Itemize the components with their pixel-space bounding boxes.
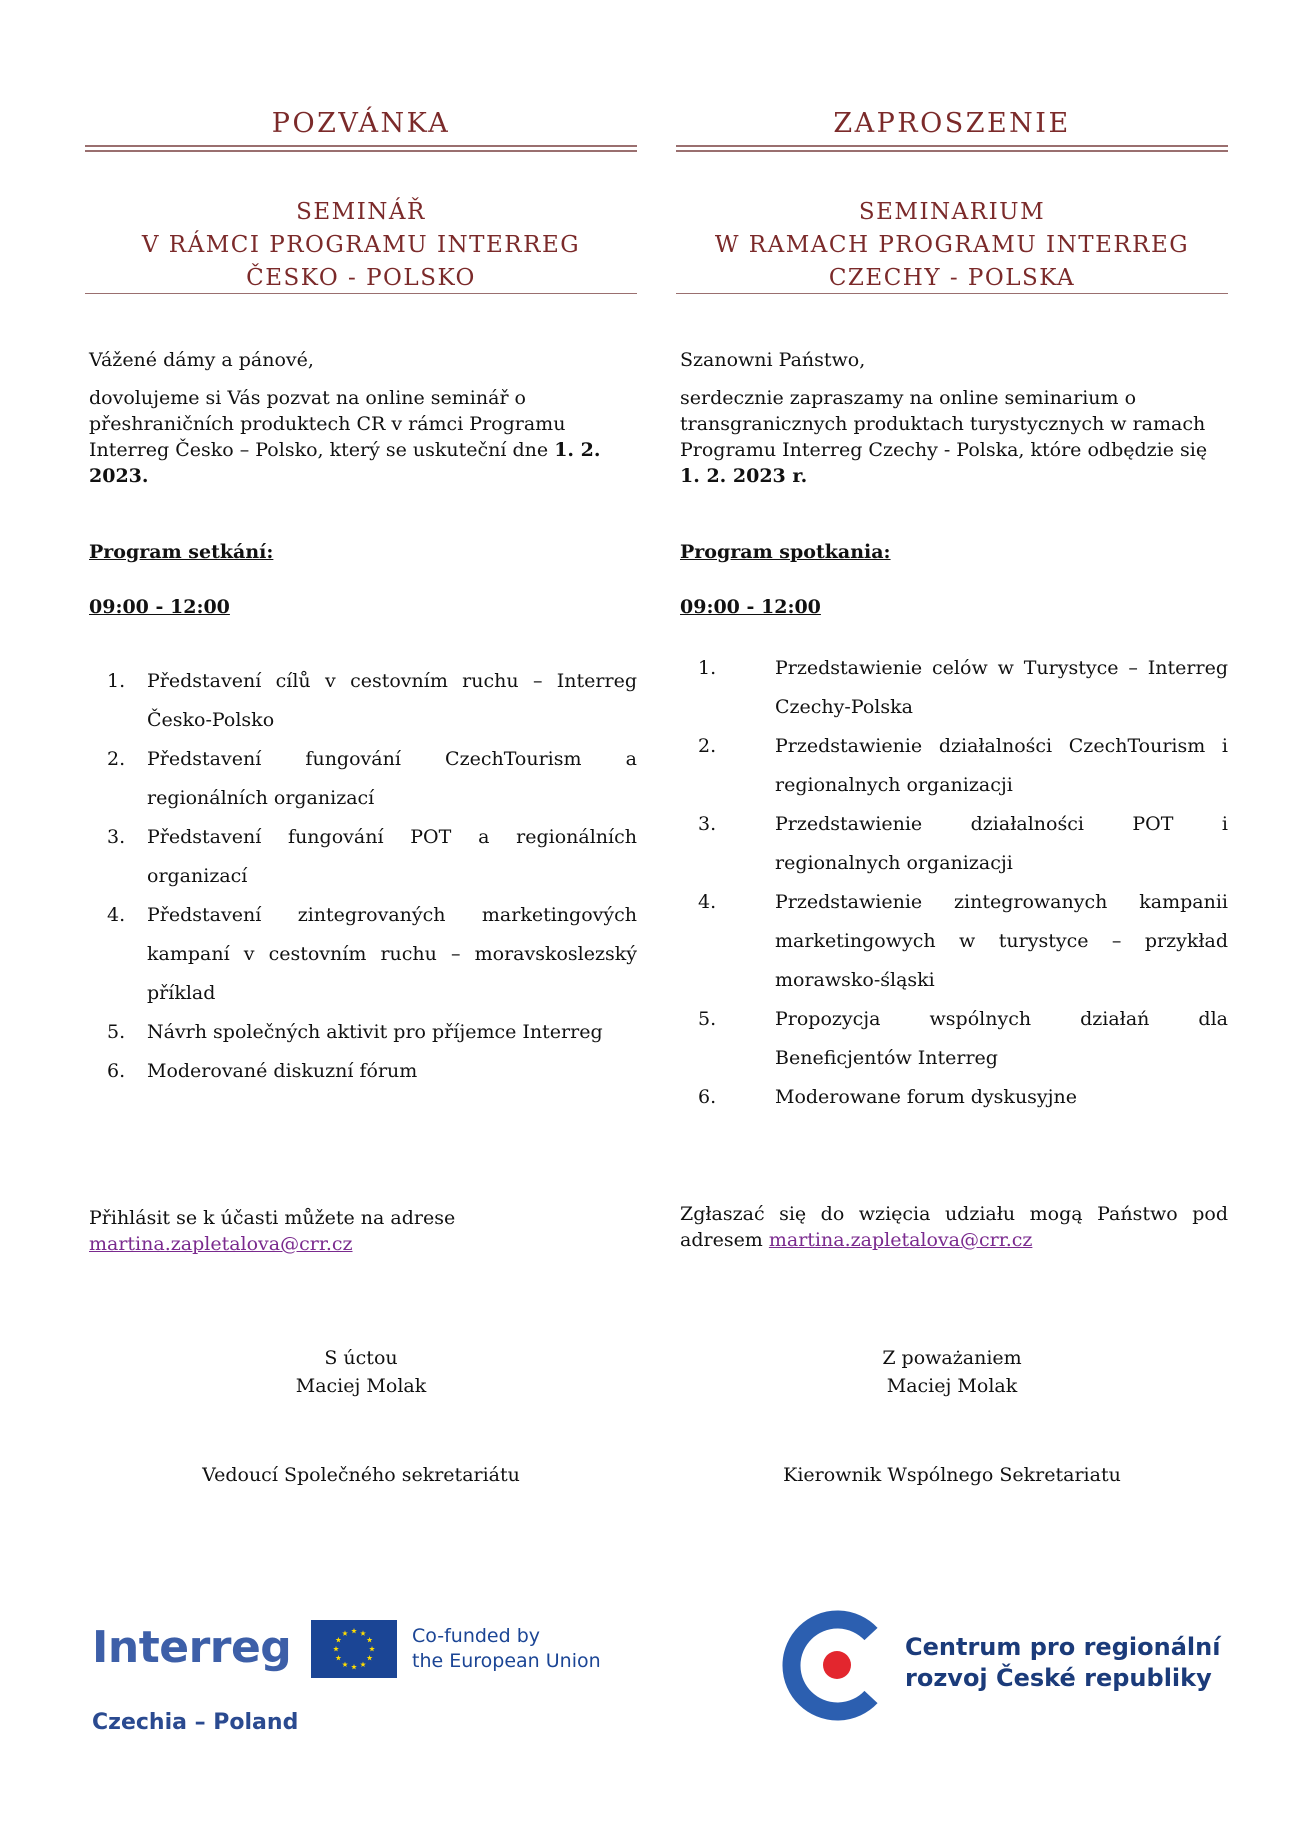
item-text: Návrh společných aktivit pro příjemce Interreg <box>147 1021 603 1043</box>
event-date: 1. 2. 2023. <box>89 439 601 487</box>
list-item <box>85 818 637 896</box>
signature-block <box>676 1344 1228 1400</box>
list-item <box>85 1052 637 1091</box>
eu-flag-icon <box>311 1620 397 1678</box>
crr-name-line: Centrum pro regionální <box>905 1633 1221 1661</box>
intro-paragraph <box>680 385 1228 489</box>
item-number: 3. <box>698 813 717 835</box>
item-text: Moderované diskuzní fórum <box>147 1060 418 1082</box>
list-item <box>676 649 1228 727</box>
signature-block <box>85 1344 637 1400</box>
list-item <box>676 805 1228 883</box>
crr-name-line: rozvoj České republiky <box>905 1664 1212 1692</box>
item-number: 4. <box>107 904 126 926</box>
event-date: 1. 2. 2023 r. <box>680 465 808 487</box>
item-number: 6. <box>698 1086 717 1108</box>
eu-text-line: Co-funded by <box>412 1625 541 1647</box>
item-text: Przedstawienie działalności CzechTourism i regionalnych organizacji <box>775 735 1228 796</box>
subtitle-line: ČESKO - POLSKO <box>246 265 476 291</box>
list-item <box>85 662 637 740</box>
program-heading: Program setkání: <box>89 541 274 563</box>
subtitle-divider <box>85 293 637 294</box>
signer-role: Kierownik Wspólnego Sekretariatu <box>783 1464 1121 1486</box>
list-item <box>676 1078 1228 1117</box>
crr-logo-icon <box>780 1608 895 1723</box>
closing: Z poważaniem <box>882 1347 1022 1369</box>
greeting: Vážené dámy a pánové, <box>89 349 314 371</box>
email-link[interactable]: martina.zapletalova@crr.cz <box>768 1229 1033 1251</box>
item-text: Moderowane forum dyskusyjne <box>775 1086 1078 1108</box>
subtitle-line: V RÁMCI PROGRAMU INTERREG <box>141 232 581 258</box>
item-number: 2. <box>107 748 126 770</box>
signer-role: Vedoucí Společného sekretariátu <box>202 1464 520 1486</box>
contact-paragraph <box>680 1201 1228 1253</box>
crr-name <box>905 1632 1220 1694</box>
intro-paragraph <box>89 385 637 489</box>
closing: S úctou <box>324 1347 398 1369</box>
intro-text: dovolujeme si Vás pozvat na online seminář o přeshraničních produktech CR v rámci Programu Interreg Česko – Polsko, který se uskuteční dne <box>89 387 566 461</box>
subtitle-divider <box>676 293 1228 294</box>
subtitle-line: SEMINÁŘ <box>296 199 426 225</box>
item-number: 4. <box>698 891 717 913</box>
item-text: Představení cílů v cestovním ruchu – Interreg Česko-Polsko <box>147 670 637 731</box>
signer-name: Maciej Molak <box>295 1375 427 1397</box>
title-divider <box>85 145 637 152</box>
page-title: POZVÁNKA <box>271 108 451 139</box>
page-title: ZAPROSZENIE <box>833 108 1071 139</box>
seminar-subtitle <box>676 196 1228 295</box>
item-number: 2. <box>698 735 717 757</box>
program-list <box>676 649 1228 1117</box>
subtitle-line: CZECHY - POLSKA <box>828 265 1076 291</box>
item-number: 1. <box>107 670 126 692</box>
item-number: 5. <box>698 1008 717 1030</box>
item-text: Przedstawienie celów w Turystyce – Interreg Czechy-Polska <box>775 657 1228 718</box>
subtitle-line: SEMINARIUM <box>858 199 1046 225</box>
program-heading: Program spotkania: <box>680 541 891 563</box>
interreg-logo: Interreg <box>92 1622 292 1673</box>
subtitle-line: W RAMACH PROGRAMU INTERREG <box>714 232 1190 258</box>
contact-text: Zgłaszać się do wzięcia udziału mogą Państwo pod adresem <box>680 1203 1228 1251</box>
list-item <box>676 1000 1228 1078</box>
item-text: Przedstawienie zintegrowanych kampanii marketingowych w turystyce – przykład morawsko-śląski <box>775 891 1228 991</box>
contact-text: Přihlásit se k účasti můžete na adrese <box>89 1207 456 1229</box>
item-number: 1. <box>698 657 717 679</box>
title-divider <box>676 145 1228 152</box>
program-time: 09:00 - 12:00 <box>89 596 230 618</box>
program-list <box>85 662 637 1091</box>
item-number: 6. <box>107 1060 126 1082</box>
item-number: 3. <box>107 826 126 848</box>
program-time: 09:00 - 12:00 <box>680 596 821 618</box>
item-text: Przedstawienie działalności POT i regionalnych organizacji <box>775 813 1228 874</box>
item-text: Představení fungování POT a regionálních organizací <box>147 826 637 887</box>
interreg-programme-name: Czechia – Poland <box>92 1710 299 1735</box>
signer-name: Maciej Molak <box>886 1375 1018 1397</box>
list-item <box>676 883 1228 1000</box>
intro-text: serdecznie zapraszamy na online seminarium o transgranicznych produktach turystycznych w ramach Programu Interreg Czechy - Polska, które odbędzie się <box>680 387 1208 461</box>
email-link[interactable]: martina.zapletalova@crr.cz <box>89 1233 353 1255</box>
list-item <box>85 896 637 1013</box>
list-item <box>85 1013 637 1052</box>
item-text: Představení zintegrovaných marketingových kampaní v cestovním ruchu – moravskoslezský příklad <box>147 904 637 1004</box>
eu-cofunded-text <box>412 1624 601 1674</box>
item-text: Propozycja wspólnych działań dla Beneficjentów Interreg <box>775 1008 1228 1069</box>
contact-paragraph <box>89 1205 637 1257</box>
list-item <box>676 727 1228 805</box>
item-text: Představení fungování CzechTourism a regionálních organizací <box>147 748 637 809</box>
list-item <box>85 740 637 818</box>
item-number: 5. <box>107 1021 126 1043</box>
greeting: Szanowni Państwo, <box>680 349 866 371</box>
seminar-subtitle <box>85 196 637 295</box>
eu-text-line: the European Union <box>412 1650 601 1672</box>
